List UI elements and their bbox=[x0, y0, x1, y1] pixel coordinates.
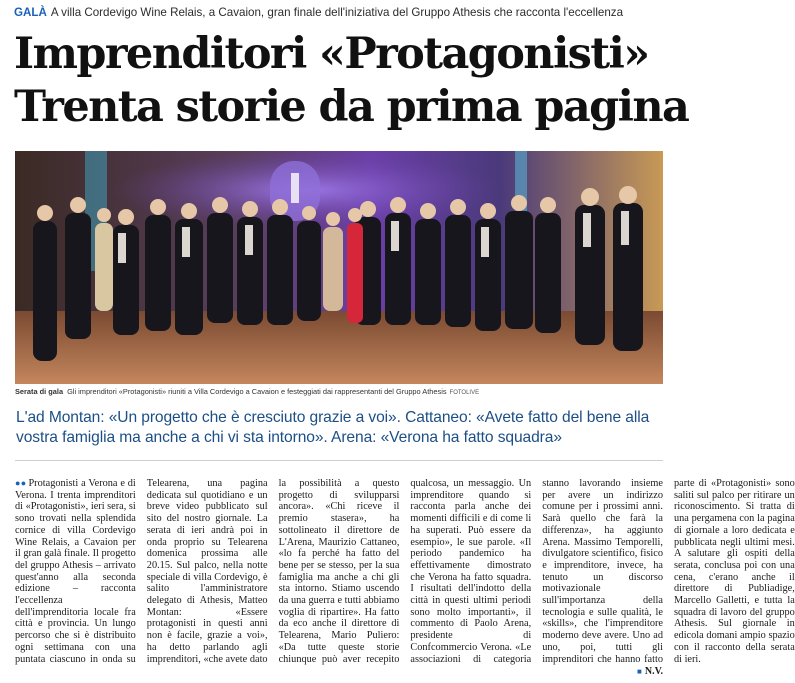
kicker bbox=[14, 6, 664, 19]
group-photo-illustration bbox=[15, 151, 663, 384]
lead-dots-icon: ●● bbox=[15, 478, 27, 488]
group-photo bbox=[15, 151, 663, 384]
article-body bbox=[15, 478, 795, 676]
caption-text: Gli imprenditori «Protagonisti» riuniti a Villa Cordevigo a Cavaion e festeggiati dai rappresentanti del Gruppo Athesis bbox=[67, 387, 447, 396]
headline-line-2: Trenta storie da prima pagina bbox=[14, 82, 689, 132]
photo-caption bbox=[15, 387, 663, 396]
signature-text: N.V. bbox=[644, 666, 663, 677]
subheadline: L'ad Montan: «Un progetto che è cresciuto grazie a voi». Cattaneo: «Avete fatto del bene alla vostra famiglia ma anche a chi vi sta intorno». Arena: «Verona ha fatto squadra» bbox=[16, 409, 650, 446]
kicker-text: A villa Cordevigo Wine Relais, a Cavaion, gran finale dell'iniziativa del Gruppo Athesis che racconta l'eccellenza bbox=[50, 6, 624, 19]
article-text: Protagonisti a Verona e di Verona. I trenta imprenditori di «Protagonisti», ieri sera, si sono trovati nella splendida cornice di villa Cordevigo Wine Relais, a Cavaion per il gran galà finale. Il progetto del gruppo Athesis – arrivato quest'anno alla seconda edizione – racconta l'eccellenza dell'imprenditoria locale fra città e provincia. Un lungo percorso che si è distribuito ogni settimana con una puntata ciascuno in onda su Telearena, una pagina dedicata sul quotidiano e un breve video pubblicato sul sito del nostro giornale. La serata di ieri andrà poi in onda proprio su Telearena domenica prossima alle 20.15. Sul palco, nella notte speciale di villa Cordevigo, è salito l'amministratore delegato di Athesis, Matteo Montan: «Essere protagonisti in questi anni non è facile, grazie a voi», ha detto parlando agli imprenditori, «che avete dato la possibilità a questo progetto di svilupparsi ancora». «Chi riceve il premio stasera», ha sottolineato il direttore de L'Arena, Maurizio Cattaneo, «lo fa perché ha fatto del bene per se stesso, per la sua famiglia ma anche a chi gli sta intorno. Stiamo uscendo da una guerra e tutti abbiamo voglia di ripartire». Ha fatto da eco anche il direttore di Telearena, Mario Pulierо: «Da tutte queste storie chiunque può aver recepito qualcosa, un messaggio. Un imprenditore quando si racconta parla anche dei momenti difficili e di come li ha superati. Può essere da esempio», le sue parole. «Il periodo pandemico ha effettivamente dimostrato che Verona ha fatto squadra. I risultati dell'indotto della città in questi ultimi periodi sono molto importanti», il commento di Paolo Arena, presidente di Confcommercio Verona. «Le associazioni di categoria stanno lavorando insieme per avere un indirizzo comune per i prossimi anni. Sarà quello che farà la differenza», ha aggiunto Arena. Massimo Temporelli, divulgatore scientifico, fisico e imprenditore, invece, ha tenuto un discorso motivazionale sull'importanza della tecnologia e sulle qualità, le «skills», che l'imprenditore moderno deve avere. Uno ad uno, poi, tutti gli imprenditori che hanno fatto parte di «Protagonisti» sono saliti sul palco per ritirare un riconoscimento. Si tratta di una pergamena con la pagina di giornale a loro dedicata e pubblicata negli ultimi mesi. A salutare gli ospiti della serata, conclusa poi con una cena, c'erano anche il direttore di Publiadige, Marcello Galletti, e tutta la squadra di lavoro del gruppo Athesis. Sul giornale in edicola domani ampio spazio con il racconto della serata di ieri. bbox=[15, 478, 795, 665]
section-divider bbox=[15, 460, 663, 461]
headline-line-1: Imprenditori «Protagonisti» bbox=[14, 29, 649, 79]
author-signature bbox=[637, 666, 663, 677]
kicker-tag: GALÀ bbox=[14, 6, 47, 19]
article-paragraph bbox=[15, 478, 795, 676]
photo-credit: FOTOLIVE bbox=[449, 390, 480, 396]
square-bullet-icon: ■ bbox=[637, 667, 642, 676]
caption-label: Serata di gala bbox=[15, 387, 64, 396]
